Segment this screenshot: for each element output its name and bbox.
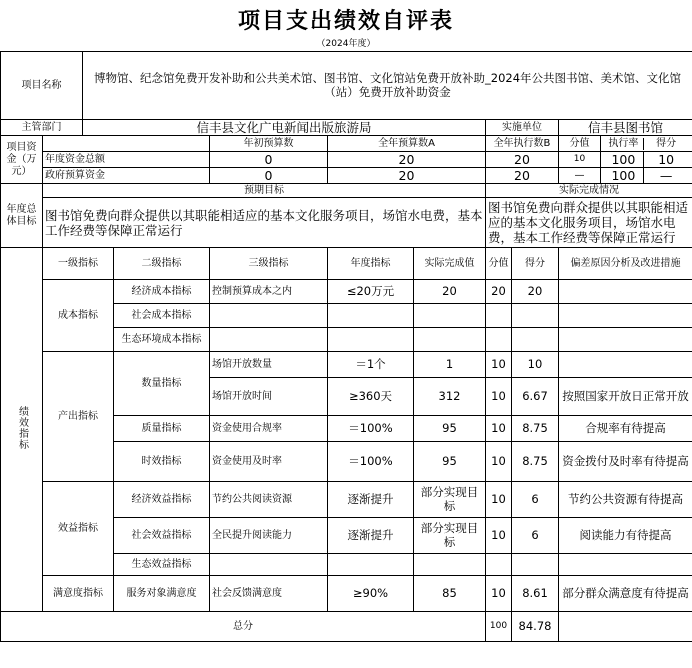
indicator-actual: 95 <box>414 442 486 482</box>
indicator-score: 20 <box>512 280 559 304</box>
indicator-actual: 20 <box>414 280 486 304</box>
indicator-l2: 社会成本指标 <box>114 304 210 328</box>
indicator-l3: 全民提升阅读能力 <box>210 518 328 554</box>
indicator-l2: 经济效益指标 <box>114 482 210 518</box>
goals-header-row <box>1 184 692 198</box>
funds-rate-score <box>601 168 692 184</box>
indicator-l2: 质量指标 <box>114 416 210 442</box>
indicator-l2: 生态效益指标 <box>114 554 210 576</box>
dept-label: 主管部门 <box>1 120 83 136</box>
indicator-l2: 社会效益指标 <box>114 518 210 554</box>
goals-content-row <box>1 198 692 248</box>
project-name-row <box>1 52 692 120</box>
total-points: 100 <box>486 612 512 642</box>
indicator-points: 10 <box>486 576 512 612</box>
indicator-actual: 部分实现目标 <box>414 518 486 554</box>
indicator-score: 6.67 <box>512 378 559 416</box>
indicator-l2: 生态环境成本指标 <box>114 328 210 352</box>
funds-row-total <box>1 152 692 168</box>
impl-unit-value: 信丰县图书馆 <box>559 120 692 136</box>
indicator-l3: 控制预算成本之内 <box>210 280 328 304</box>
indicator-l3: 场馆开放数量 <box>210 352 328 378</box>
indicators-section-label <box>1 248 43 612</box>
indicator-l3: 节约公共阅读资源 <box>210 482 328 518</box>
indicator-l2: 经济成本指标 <box>114 280 210 304</box>
indicator-actual: 85 <box>414 576 486 612</box>
funds-points: — <box>559 168 601 184</box>
goals-expected: 图书馆免费向群众提供以其职能相适应的基本文化服务项目，场馆水电费，基本工作经费等保障正常运行 <box>43 198 486 248</box>
indicator-l3: 场馆开放时间 <box>210 378 328 416</box>
indicator-actual: 312 <box>414 378 486 416</box>
indicator-reason <box>559 280 692 304</box>
funds-rate: 100 <box>604 168 643 183</box>
indicator-points: 10 <box>486 352 512 378</box>
indicator-reason <box>559 352 692 378</box>
funds-header-rate: 执行率 <box>604 138 643 150</box>
indicator-actual: 1 <box>414 352 486 378</box>
indicator-header-target: 年度指标 <box>328 248 414 280</box>
indicator-reason: 按照国家开放日正常开放 <box>559 378 692 416</box>
funds-executed: 20 <box>486 152 559 168</box>
funds-label: 项目资金（万元） <box>1 136 43 184</box>
funds-header-initial: 年初预算数 <box>210 136 328 152</box>
indicator-header-l2: 二级指标 <box>114 248 210 280</box>
indicator-target: ≥360天 <box>328 378 414 416</box>
indicator-actual: 部分实现目标 <box>414 482 486 518</box>
indicator-l2: 数量指标 <box>114 352 210 416</box>
indicator-header-points: 分值 <box>486 248 512 280</box>
indicator-l3: 社会反馈满意度 <box>210 576 328 612</box>
indicator-reason: 部分群众满意度有待提高 <box>559 576 692 612</box>
total-row <box>1 612 692 642</box>
indicator-points: 20 <box>486 280 512 304</box>
indicator-header-actual: 实际完成值 <box>414 248 486 280</box>
indicator-l2: 时效指标 <box>114 442 210 482</box>
goals-expected-label: 预期目标 <box>43 184 486 198</box>
indicator-score: 8.61 <box>512 576 559 612</box>
impl-unit-label: 实施单位 <box>486 120 559 136</box>
indicator-points: 10 <box>486 378 512 416</box>
funds-executed: 20 <box>486 168 559 184</box>
indicator-target: ＝100% <box>328 442 414 482</box>
indicator-score: 6 <box>512 518 559 554</box>
indicator-score: 6 <box>512 482 559 518</box>
indicator-points: 10 <box>486 442 512 482</box>
indicator-l3: 资金使用合规率 <box>210 416 328 442</box>
funds-budget: 20 <box>328 168 486 184</box>
indicator-l1: 满意度指标 <box>43 576 114 612</box>
funds-budget: 20 <box>328 152 486 168</box>
goals-actual-label: 实际完成情况 <box>486 184 692 198</box>
indicator-target: ≤20万元 <box>328 280 414 304</box>
indicator-row <box>1 482 692 518</box>
indicator-header-row <box>1 248 692 280</box>
indicator-reason: 节约公共资源有待提高 <box>559 482 692 518</box>
project-name-value: 博物馆、纪念馆免费开发补助和公共美术馆、图书馆、文化馆站免费开放补助_2024年公共图书馆、美术馆、文化馆（站）免费开放补助资金 <box>83 52 692 120</box>
indicator-score: 8.75 <box>512 416 559 442</box>
indicator-actual: 95 <box>414 416 486 442</box>
indicator-score: 10 <box>512 352 559 378</box>
page-title: 项目支出绩效自评表 <box>237 9 454 34</box>
funds-initial: 0 <box>210 152 328 168</box>
dept-value: 信丰县文化广电新闻出版旅游局 <box>83 120 486 136</box>
funds-rate: 100 <box>604 152 643 167</box>
funds-row-label: 政府预算资金 <box>43 168 210 184</box>
indicator-l3: 资金使用及时率 <box>210 442 328 482</box>
indicator-points: 10 <box>486 518 512 554</box>
indicator-row <box>1 576 692 612</box>
goals-label: 年度总体目标 <box>1 184 43 248</box>
indicators-section-text: 绩效指标 <box>16 405 28 450</box>
total-label: 总分 <box>1 612 486 642</box>
indicator-reason: 合规率有待提高 <box>559 416 692 442</box>
funds-header-score: 得分 <box>656 137 677 149</box>
indicator-target: ＝1个 <box>328 352 414 378</box>
funds-header-row <box>1 136 692 152</box>
indicator-l1: 成本指标 <box>43 280 114 352</box>
indicator-points: 10 <box>486 416 512 442</box>
indicator-header-l3: 三级指标 <box>210 248 328 280</box>
indicator-l1: 产出指标 <box>43 352 114 482</box>
indicator-header-score: 得分 <box>512 248 559 280</box>
goals-actual: 图书馆免费向群众提供以其职能相适应的基本文化服务项目，场馆水电费，基本工作经费等保障正常运行 <box>486 198 692 248</box>
indicator-target: 逐渐提升 <box>328 482 414 518</box>
funds-header-budget: 全年预算数A <box>328 136 486 152</box>
project-name-label: 项目名称 <box>1 52 83 120</box>
funds-header-rate-score <box>601 136 692 152</box>
report-year: （2024年度） <box>316 39 376 49</box>
funds-row-label: 年度资金总额 <box>43 152 210 168</box>
indicator-header-l1: 一级指标 <box>43 248 114 280</box>
funds-score: 10 <box>658 152 675 167</box>
indicator-row <box>1 280 692 304</box>
indicator-l1: 效益指标 <box>43 482 114 576</box>
funds-initial: 0 <box>210 168 328 184</box>
indicator-reason: 阅读能力有待提高 <box>559 518 692 554</box>
indicator-target: ≥90% <box>328 576 414 612</box>
funds-header-executed: 全年执行数B <box>486 136 559 152</box>
funds-score: — <box>659 168 673 183</box>
indicator-row <box>1 352 692 378</box>
funds-header-points: 分值 <box>559 136 601 152</box>
funds-rate-score <box>601 152 692 168</box>
indicator-reason: 资金拨付及时率有待提高 <box>559 442 692 482</box>
indicator-score: 8.75 <box>512 442 559 482</box>
indicator-target: 逐渐提升 <box>328 518 414 554</box>
funds-points: 10 <box>559 152 601 168</box>
department-row <box>1 120 692 136</box>
indicator-target: ＝100% <box>328 416 414 442</box>
funds-row-government <box>1 168 692 184</box>
indicator-header-reason: 偏差原因分析及改进措施 <box>559 248 692 280</box>
indicator-l2: 服务对象满意度 <box>114 576 210 612</box>
indicator-points: 10 <box>486 482 512 518</box>
total-score: 84.78 <box>512 612 559 642</box>
self-evaluation-table <box>0 51 692 642</box>
